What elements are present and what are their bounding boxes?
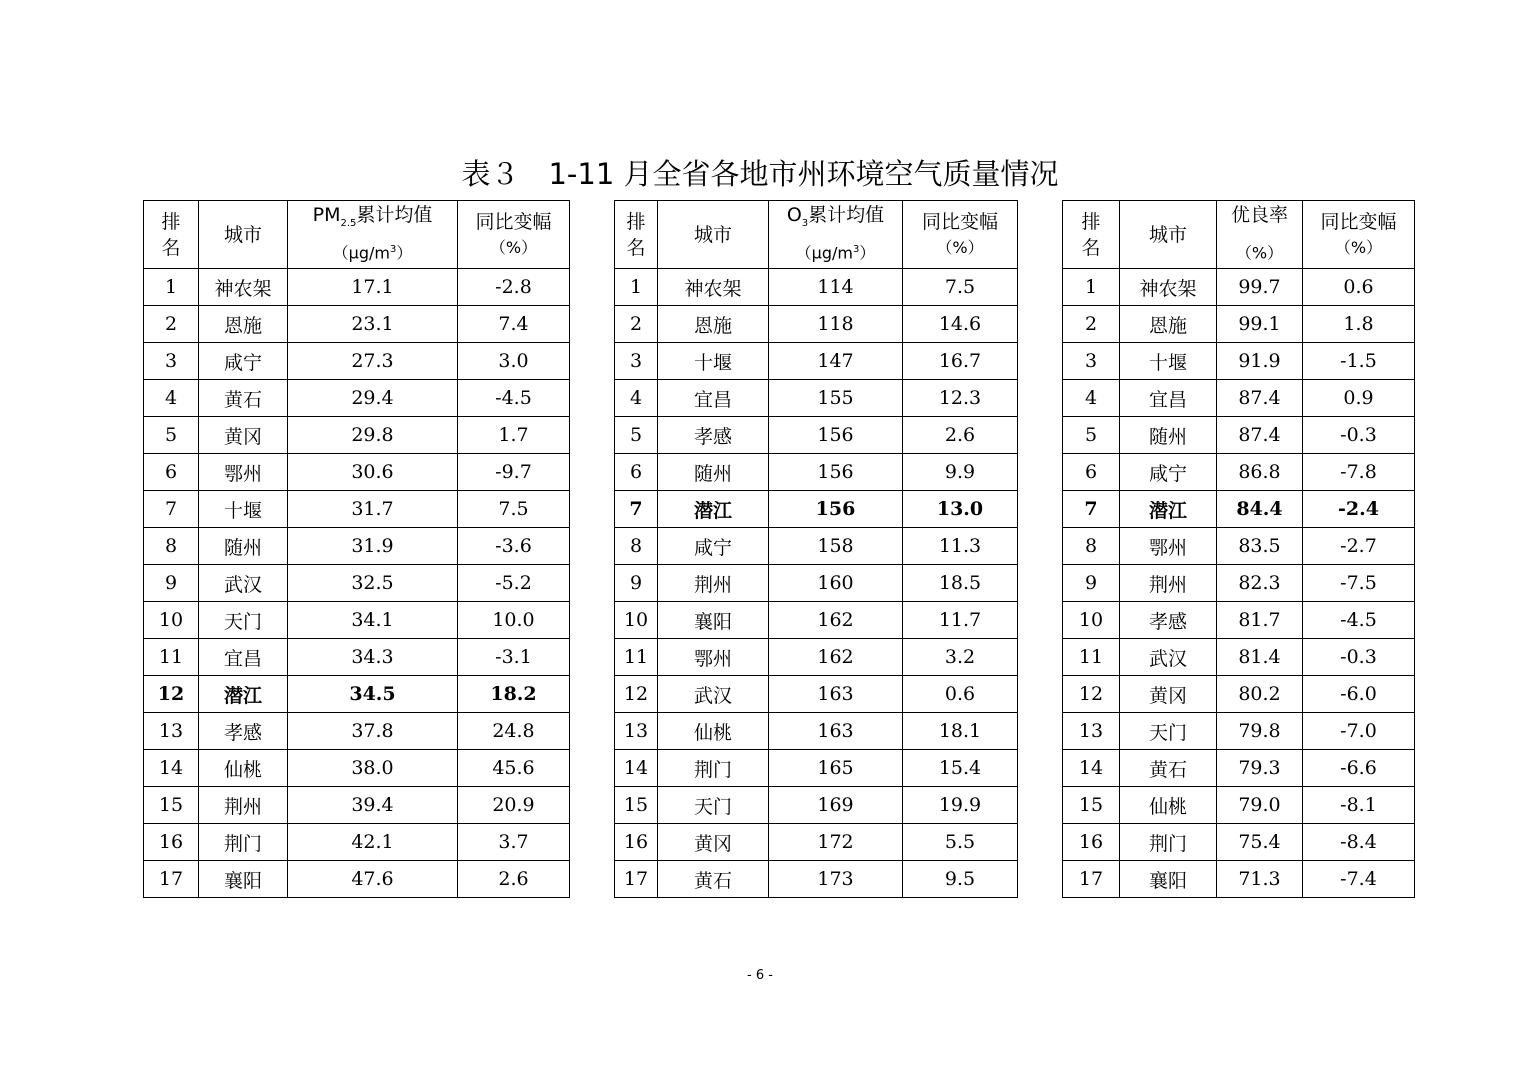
value-cell: 118	[769, 306, 903, 343]
city-cell: 孝感	[199, 713, 288, 750]
city-cell: 荆门	[199, 824, 288, 861]
change-cell: 0.6	[1303, 269, 1415, 306]
change-cell: -1.5	[1303, 343, 1415, 380]
table-row	[1063, 343, 1415, 380]
change-cell: -5.2	[458, 565, 570, 602]
change-cell: -0.3	[1303, 639, 1415, 676]
city-cell: 黄冈	[1120, 676, 1217, 713]
city-cell: 襄阳	[1120, 861, 1217, 898]
city-cell: 恩施	[658, 306, 769, 343]
city-cell: 黄石	[658, 861, 769, 898]
table-row	[615, 787, 1018, 824]
city-cell: 宜昌	[658, 380, 769, 417]
value-cell: 158	[769, 528, 903, 565]
rank-cell: 2	[144, 306, 199, 343]
rank-cell: 9	[144, 565, 199, 602]
city-cell: 天门	[658, 787, 769, 824]
table-row	[615, 306, 1018, 343]
rank-cell: 4	[615, 380, 658, 417]
table-row	[144, 454, 570, 491]
table-row	[1063, 491, 1415, 528]
value-cell: 39.4	[288, 787, 458, 824]
rank-cell: 14	[615, 750, 658, 787]
change-cell: 11.3	[903, 528, 1018, 565]
change-cell: 11.7	[903, 602, 1018, 639]
value-cell: 155	[769, 380, 903, 417]
table-row	[615, 602, 1018, 639]
rank-cell: 15	[144, 787, 199, 824]
value-cell: 17.1	[288, 269, 458, 306]
change-cell: -2.7	[1303, 528, 1415, 565]
city-cell: 潜江	[199, 676, 288, 713]
table-row	[1063, 269, 1415, 306]
rank-cell: 12	[1063, 676, 1120, 713]
change-cell: 2.6	[903, 417, 1018, 454]
value-header-subscript: 3	[801, 218, 809, 230]
change-cell: 7.5	[458, 491, 570, 528]
rank-cell: 4	[144, 380, 199, 417]
rank-cell: 17	[615, 861, 658, 898]
rank-header: 排名	[615, 201, 658, 269]
table-row	[1063, 676, 1415, 713]
value-cell: 162	[769, 602, 903, 639]
value-cell: 27.3	[288, 343, 458, 380]
rank-cell: 13	[144, 713, 199, 750]
table-row	[615, 713, 1018, 750]
value-cell: 32.5	[288, 565, 458, 602]
value-cell: 38.0	[288, 750, 458, 787]
change-header-label: 同比变幅	[921, 210, 998, 233]
change-cell: -9.7	[458, 454, 570, 491]
rank-cell: 9	[1063, 565, 1120, 602]
change-cell: 3.0	[458, 343, 570, 380]
value-cell: 42.1	[288, 824, 458, 861]
table-row	[615, 528, 1018, 565]
value-cell: 37.8	[288, 713, 458, 750]
city-cell: 武汉	[658, 676, 769, 713]
value-cell: 162	[769, 639, 903, 676]
rank-cell: 7	[144, 491, 199, 528]
table-row	[144, 491, 570, 528]
value-cell: 165	[769, 750, 903, 787]
rank-cell: 8	[1063, 528, 1120, 565]
value-header	[288, 201, 458, 269]
city-cell: 咸宁	[199, 343, 288, 380]
rank-cell: 1	[615, 269, 658, 306]
rank-cell: 15	[1063, 787, 1120, 824]
value-cell: 114	[769, 269, 903, 306]
change-header-label: 同比变幅	[1320, 210, 1397, 233]
table-row	[615, 565, 1018, 602]
change-cell: -6.0	[1303, 676, 1415, 713]
table-row	[144, 602, 570, 639]
value-cell: 156	[769, 454, 903, 491]
table-row	[1063, 454, 1415, 491]
city-cell: 黄石	[1120, 750, 1217, 787]
change-header	[903, 201, 1018, 269]
city-cell: 荆门	[658, 750, 769, 787]
rank-cell: 14	[144, 750, 199, 787]
city-cell: 鄂州	[1120, 528, 1217, 565]
city-cell: 随州	[658, 454, 769, 491]
rank-cell: 5	[615, 417, 658, 454]
value-cell: 163	[769, 713, 903, 750]
table-row	[144, 343, 570, 380]
value-header-prefix: PM	[312, 204, 341, 227]
value-cell: 79.8	[1217, 713, 1303, 750]
city-cell: 仙桃	[1120, 787, 1217, 824]
change-header-unit: （%）	[489, 237, 538, 257]
value-cell: 75.4	[1217, 824, 1303, 861]
change-cell: 9.5	[903, 861, 1018, 898]
change-cell: 20.9	[458, 787, 570, 824]
table-row	[615, 417, 1018, 454]
value-cell: 169	[769, 787, 903, 824]
rank-cell: 6	[1063, 454, 1120, 491]
rank-cell: 10	[144, 602, 199, 639]
change-cell: 1.7	[458, 417, 570, 454]
city-cell: 荆州	[658, 565, 769, 602]
value-unit: （%）	[1235, 243, 1284, 263]
table-row	[144, 750, 570, 787]
table-row	[1063, 528, 1415, 565]
table-header-row	[1063, 201, 1415, 269]
change-cell: 18.5	[903, 565, 1018, 602]
change-cell: -8.1	[1303, 787, 1415, 824]
change-cell: 3.7	[458, 824, 570, 861]
rank-cell: 10	[1063, 602, 1120, 639]
change-cell: -3.6	[458, 528, 570, 565]
value-cell: 47.6	[288, 861, 458, 898]
change-header-unit: （%）	[936, 237, 984, 257]
table-row	[1063, 861, 1415, 898]
table-row	[615, 454, 1018, 491]
change-cell: 18.1	[903, 713, 1018, 750]
change-cell: 9.9	[903, 454, 1018, 491]
change-cell: 12.3	[903, 380, 1018, 417]
table-row	[615, 676, 1018, 713]
city-cell: 襄阳	[199, 861, 288, 898]
change-cell: -4.5	[458, 380, 570, 417]
rank-cell: 17	[1063, 861, 1120, 898]
rank-cell: 1	[144, 269, 199, 306]
table-row	[615, 343, 1018, 380]
rank-cell: 8	[615, 528, 658, 565]
change-cell: -4.5	[1303, 602, 1415, 639]
table-row	[144, 639, 570, 676]
rank-cell: 8	[144, 528, 199, 565]
rank-cell: 6	[615, 454, 658, 491]
change-cell: 13.0	[903, 491, 1018, 528]
city-cell: 随州	[1120, 417, 1217, 454]
table-row	[144, 417, 570, 454]
city-cell: 孝感	[658, 417, 769, 454]
change-cell: 7.4	[458, 306, 570, 343]
change-cell: 15.4	[903, 750, 1018, 787]
change-header	[458, 201, 570, 269]
value-cell: 23.1	[288, 306, 458, 343]
city-cell: 武汉	[199, 565, 288, 602]
city-header: 城市	[1120, 201, 1217, 269]
value-cell: 82.3	[1217, 565, 1303, 602]
table-row	[144, 306, 570, 343]
change-cell: -7.5	[1303, 565, 1415, 602]
value-cell: 34.5	[288, 676, 458, 713]
rank-header: 排名	[144, 201, 199, 269]
change-cell: 14.6	[903, 306, 1018, 343]
rank-cell: 14	[1063, 750, 1120, 787]
city-cell: 襄阳	[658, 602, 769, 639]
rank-cell: 13	[615, 713, 658, 750]
table-row	[615, 824, 1018, 861]
rank-cell: 16	[144, 824, 199, 861]
table-row	[615, 380, 1018, 417]
city-cell: 荆州	[199, 787, 288, 824]
change-cell: -7.4	[1303, 861, 1415, 898]
city-cell: 孝感	[1120, 602, 1217, 639]
pm25-ranking-table	[143, 200, 570, 898]
value-cell: 71.3	[1217, 861, 1303, 898]
table-row	[615, 639, 1018, 676]
page-title: 表３ 1-11 月全省各地市州环境空气质量情况	[461, 157, 1059, 191]
table-row	[144, 713, 570, 750]
city-cell: 潜江	[1120, 491, 1217, 528]
page-number: - 6 -	[747, 968, 773, 983]
city-cell: 鄂州	[658, 639, 769, 676]
rank-cell: 16	[1063, 824, 1120, 861]
value-cell: 156	[769, 491, 903, 528]
change-cell: -6.6	[1303, 750, 1415, 787]
city-cell: 荆州	[1120, 565, 1217, 602]
value-cell: 79.3	[1217, 750, 1303, 787]
value-cell: 31.7	[288, 491, 458, 528]
o3-ranking-table	[614, 200, 1018, 898]
change-cell: 0.6	[903, 676, 1018, 713]
value-cell: 80.2	[1217, 676, 1303, 713]
table-row	[144, 861, 570, 898]
good-rate-ranking-table	[1062, 200, 1415, 898]
value-unit-superscript: 3	[852, 244, 860, 256]
value-cell: 84.4	[1217, 491, 1303, 528]
table-row	[615, 269, 1018, 306]
city-cell: 咸宁	[658, 528, 769, 565]
rank-cell: 10	[615, 602, 658, 639]
city-cell: 武汉	[1120, 639, 1217, 676]
rank-cell: 2	[615, 306, 658, 343]
city-header: 城市	[199, 201, 288, 269]
city-cell: 仙桃	[658, 713, 769, 750]
city-cell: 潜江	[658, 491, 769, 528]
rank-cell: 3	[144, 343, 199, 380]
value-unit-end: ）	[396, 243, 413, 263]
rank-cell: 13	[1063, 713, 1120, 750]
value-cell: 86.8	[1217, 454, 1303, 491]
change-cell: 10.0	[458, 602, 570, 639]
change-cell: -0.3	[1303, 417, 1415, 454]
value-unit: （μg/m	[795, 243, 853, 263]
table-row	[1063, 824, 1415, 861]
change-cell: 0.9	[1303, 380, 1415, 417]
value-header	[1217, 201, 1303, 269]
value-cell: 160	[769, 565, 903, 602]
city-cell: 宜昌	[1120, 380, 1217, 417]
change-cell: 24.8	[458, 713, 570, 750]
value-cell: 147	[769, 343, 903, 380]
table-row	[144, 676, 570, 713]
value-unit: （μg/m	[332, 243, 390, 263]
change-cell: 45.6	[458, 750, 570, 787]
table-row	[144, 269, 570, 306]
city-cell: 黄冈	[658, 824, 769, 861]
city-cell: 天门	[199, 602, 288, 639]
value-cell: 30.6	[288, 454, 458, 491]
change-header	[1303, 201, 1415, 269]
table-row	[1063, 750, 1415, 787]
value-cell: 87.4	[1217, 417, 1303, 454]
rank-cell: 9	[615, 565, 658, 602]
table-row	[144, 380, 570, 417]
table-row	[615, 861, 1018, 898]
value-cell: 99.7	[1217, 269, 1303, 306]
change-header-unit: （%）	[1334, 237, 1383, 257]
city-cell: 恩施	[199, 306, 288, 343]
table-header-row	[144, 201, 570, 269]
table-row	[144, 565, 570, 602]
table-row	[1063, 306, 1415, 343]
value-cell: 34.1	[288, 602, 458, 639]
table-row	[1063, 787, 1415, 824]
rank-cell: 11	[615, 639, 658, 676]
table-row	[1063, 602, 1415, 639]
rank-header: 排名	[1063, 201, 1120, 269]
value-cell: 34.3	[288, 639, 458, 676]
change-cell: 2.6	[458, 861, 570, 898]
rank-cell: 15	[615, 787, 658, 824]
rank-cell: 12	[144, 676, 199, 713]
change-cell: -3.1	[458, 639, 570, 676]
value-header-suffix: 累计均值	[808, 204, 885, 227]
city-cell: 神农架	[658, 269, 769, 306]
value-cell: 81.7	[1217, 602, 1303, 639]
rank-cell: 1	[1063, 269, 1120, 306]
value-cell: 156	[769, 417, 903, 454]
change-cell: 7.5	[903, 269, 1018, 306]
table-row	[615, 750, 1018, 787]
table-row	[1063, 565, 1415, 602]
value-cell: 83.5	[1217, 528, 1303, 565]
city-cell: 十堰	[658, 343, 769, 380]
city-cell: 仙桃	[199, 750, 288, 787]
change-cell: -2.8	[458, 269, 570, 306]
city-header: 城市	[658, 201, 769, 269]
table-row	[615, 491, 1018, 528]
city-cell: 十堰	[199, 491, 288, 528]
value-cell: 81.4	[1217, 639, 1303, 676]
rank-cell: 12	[615, 676, 658, 713]
city-cell: 黄冈	[199, 417, 288, 454]
city-cell: 随州	[199, 528, 288, 565]
value-cell: 173	[769, 861, 903, 898]
rank-cell: 17	[144, 861, 199, 898]
city-cell: 黄石	[199, 380, 288, 417]
city-cell: 十堰	[1120, 343, 1217, 380]
city-cell: 神农架	[1120, 269, 1217, 306]
rank-cell: 2	[1063, 306, 1120, 343]
value-header-prefix: O	[786, 204, 802, 227]
change-cell: 3.2	[903, 639, 1018, 676]
rank-cell: 11	[1063, 639, 1120, 676]
value-cell: 91.9	[1217, 343, 1303, 380]
table-row	[1063, 713, 1415, 750]
rank-cell: 11	[144, 639, 199, 676]
city-cell: 宜昌	[199, 639, 288, 676]
change-cell: 1.8	[1303, 306, 1415, 343]
value-unit-superscript: 3	[389, 244, 397, 256]
change-header-label: 同比变幅	[475, 210, 552, 233]
city-cell: 咸宁	[1120, 454, 1217, 491]
value-cell: 79.0	[1217, 787, 1303, 824]
value-cell: 163	[769, 676, 903, 713]
table-row	[144, 787, 570, 824]
table-row	[144, 528, 570, 565]
value-cell: 172	[769, 824, 903, 861]
change-cell: -8.4	[1303, 824, 1415, 861]
value-cell: 87.4	[1217, 380, 1303, 417]
table-row	[1063, 417, 1415, 454]
value-cell: 99.1	[1217, 306, 1303, 343]
rank-cell: 16	[615, 824, 658, 861]
value-unit-end: ）	[859, 243, 876, 263]
value-cell: 31.9	[288, 528, 458, 565]
city-cell: 荆门	[1120, 824, 1217, 861]
table-header-row	[615, 201, 1018, 269]
table-row	[1063, 639, 1415, 676]
city-cell: 鄂州	[199, 454, 288, 491]
value-header-subscript: 2.5	[340, 218, 357, 230]
change-cell: -7.0	[1303, 713, 1415, 750]
city-cell: 神农架	[199, 269, 288, 306]
rank-cell: 3	[1063, 343, 1120, 380]
change-cell: -7.8	[1303, 454, 1415, 491]
rank-cell: 5	[1063, 417, 1120, 454]
rank-cell: 7	[1063, 491, 1120, 528]
city-cell: 恩施	[1120, 306, 1217, 343]
rank-cell: 6	[144, 454, 199, 491]
change-cell: 18.2	[458, 676, 570, 713]
change-cell: -2.4	[1303, 491, 1415, 528]
value-header	[769, 201, 903, 269]
value-header-suffix: 累计均值	[356, 204, 433, 227]
city-cell: 天门	[1120, 713, 1217, 750]
value-cell: 29.8	[288, 417, 458, 454]
rank-cell: 5	[144, 417, 199, 454]
rank-cell: 7	[615, 491, 658, 528]
table-row	[1063, 380, 1415, 417]
change-cell: 5.5	[903, 824, 1018, 861]
value-header-prefix: 优良率	[1230, 204, 1288, 227]
change-cell: 16.7	[903, 343, 1018, 380]
change-cell: 19.9	[903, 787, 1018, 824]
table-row	[144, 824, 570, 861]
rank-cell: 4	[1063, 380, 1120, 417]
value-cell: 29.4	[288, 380, 458, 417]
rank-cell: 3	[615, 343, 658, 380]
